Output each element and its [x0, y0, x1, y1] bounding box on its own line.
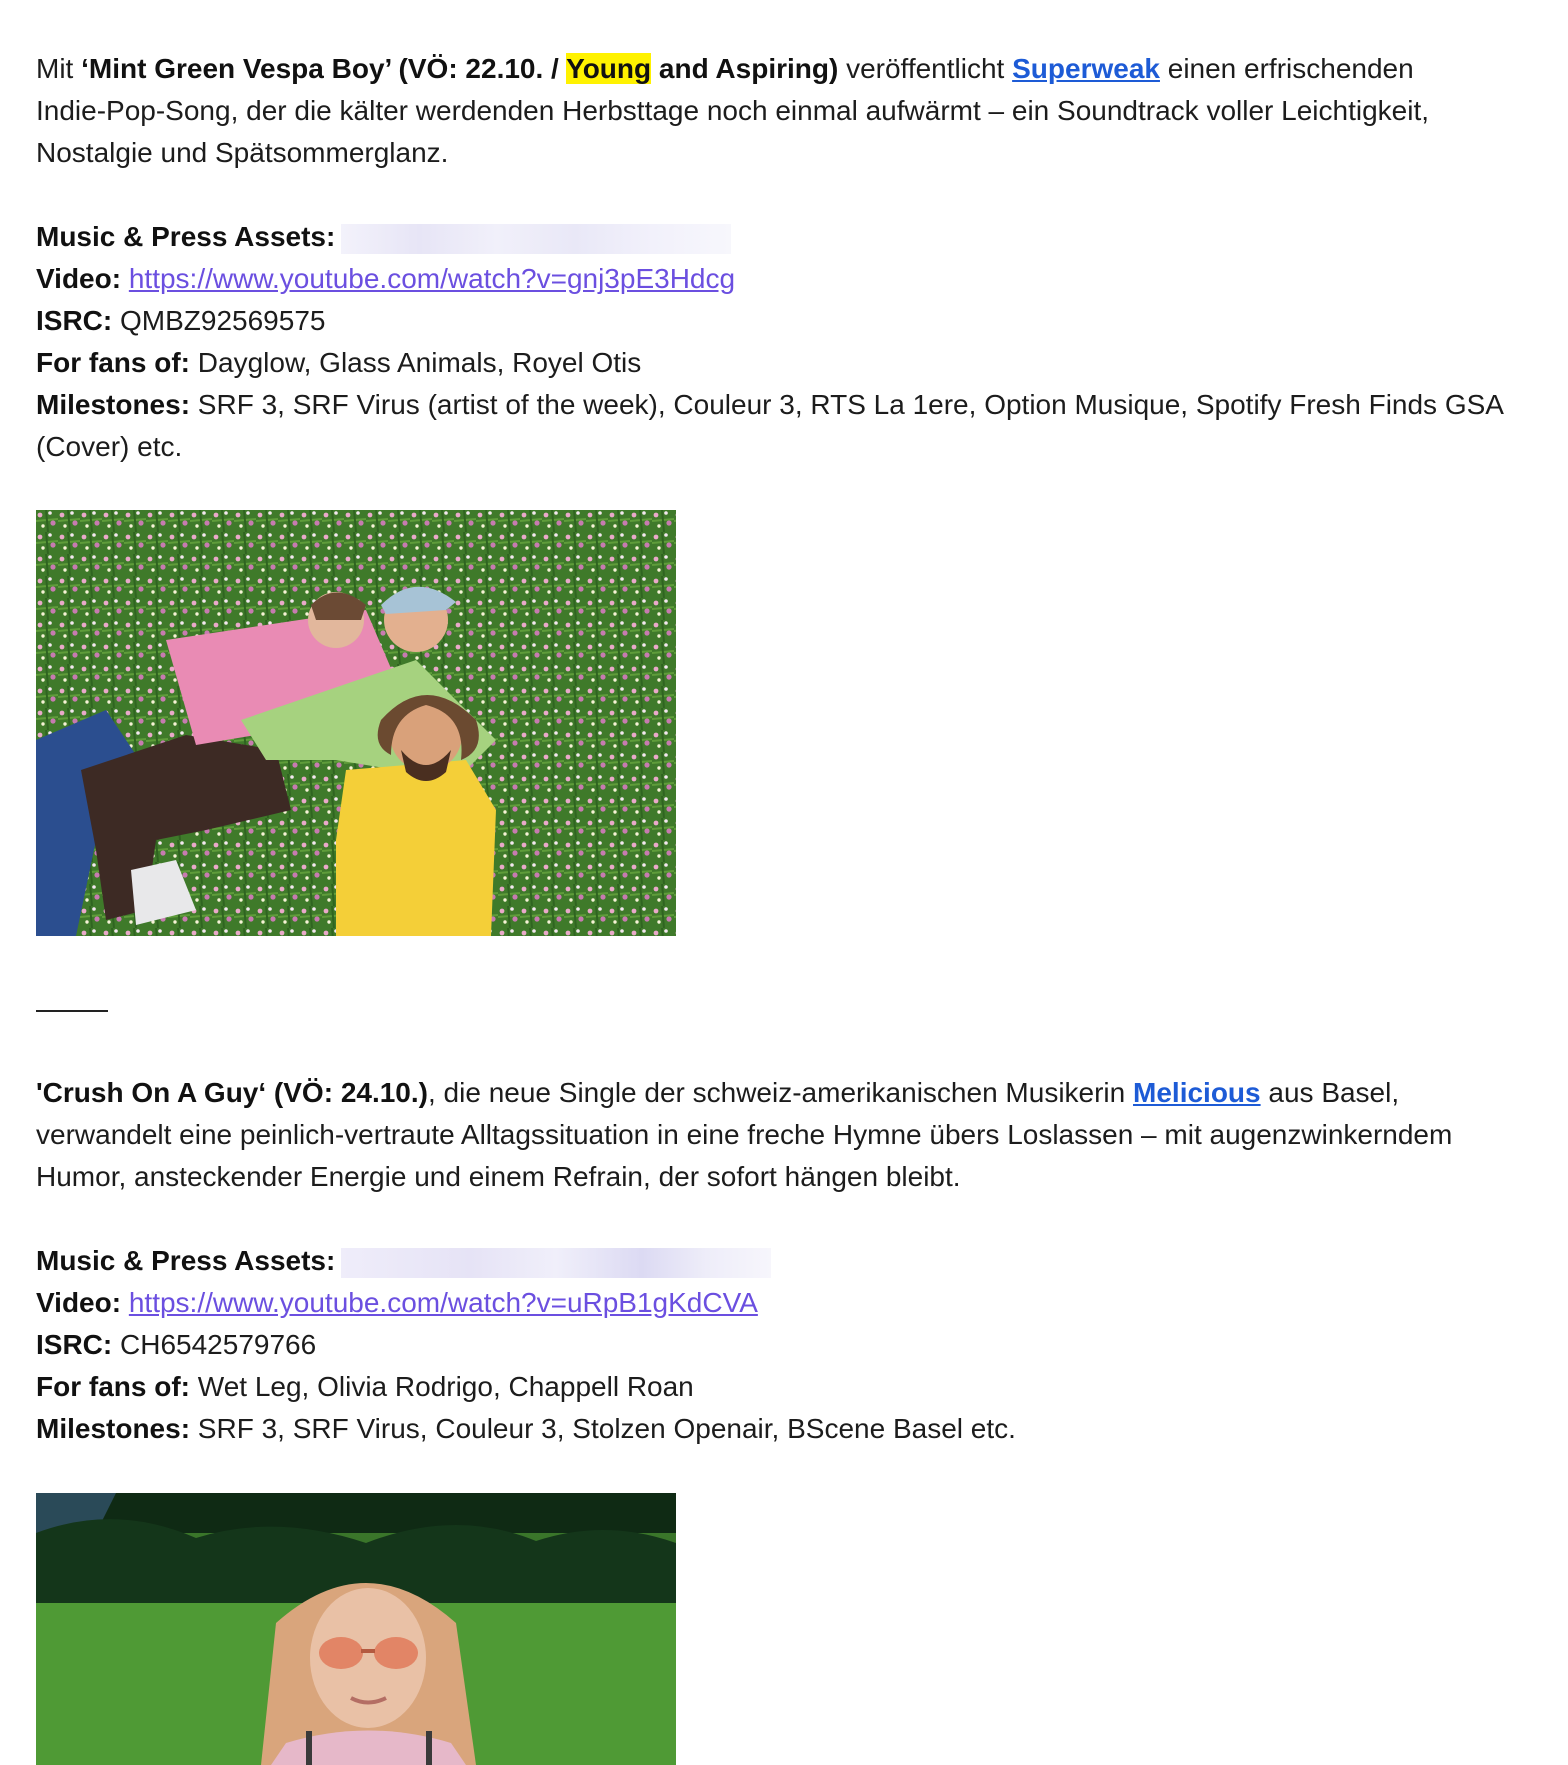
release-1-assets-row: Music & Press Assets: — [36, 216, 1536, 258]
release-2-intro — [36, 1072, 1536, 1198]
band-photo-superweak — [36, 510, 676, 936]
release-2-video-row: Video: https://www.youtube.com/watch?v=uRpB1gKdCVA — [36, 1287, 758, 1318]
highlighted-text: Young — [566, 53, 652, 84]
release-1-title: ‘Mint Green Vespa Boy’ (VÖ: 22.10. / Young and Aspiring) — [81, 53, 839, 84]
artist-photo-melicious — [36, 1493, 676, 1765]
release-1-intro-line-3: Nostalgie und Spätsommerglanz. — [36, 137, 449, 168]
redacted-assets-link — [341, 1248, 771, 1278]
artist-link-melicious[interactable]: Melicious — [1133, 1077, 1261, 1108]
release-1-video-link[interactable]: https://www.youtube.com/watch?v=gnj3pE3Hdcg — [128, 263, 736, 294]
release-2-video-link[interactable]: https://www.youtube.com/watch?v=uRpB1gKdCVA — [128, 1287, 758, 1318]
release-2-details — [36, 1240, 1536, 1450]
release-1-intro-line-1: Mit ‘Mint Green Vespa Boy’ (VÖ: 22.10. / Young and Aspiring) veröffentlicht Superweak einen erfrischenden — [36, 53, 1414, 84]
release-1-details — [36, 216, 1536, 468]
release-1-intro — [36, 48, 1536, 174]
release-1-fans-row: For fans of: Dayglow, Glass Animals, Royel Otis — [36, 347, 642, 378]
release-1-milestones-row: Milestones: SRF 3, SRF Virus (artist of the week), Couleur 3, RTS La 1ere, Option Musique, Spotify Fresh Finds GSA — [36, 389, 1504, 420]
release-2-intro-line-3: Humor, ansteckender Energie und einem Refrain, der sofort hängen bleibt. — [36, 1161, 961, 1192]
release-2-title: 'Crush On A Guy‘ (VÖ: 24.10.) — [36, 1077, 428, 1108]
section-divider — [36, 1010, 108, 1012]
release-2-isrc-row: ISRC: CH6542579766 — [36, 1329, 317, 1360]
release-2-intro-line-1: 'Crush On A Guy‘ (VÖ: 24.10.), die neue Single der schweiz-amerikanischen Musikerin Melicious aus Basel, — [36, 1077, 1400, 1108]
redacted-assets-link — [341, 224, 731, 254]
artist-link-superweak[interactable]: Superweak — [1012, 53, 1160, 84]
release-2-milestones-row: Milestones: SRF 3, SRF Virus, Couleur 3, Stolzen Openair, BScene Basel etc. — [36, 1413, 1016, 1444]
release-1-milestones-row-2: (Cover) etc. — [36, 431, 183, 462]
release-2-fans-row: For fans of: Wet Leg, Olivia Rodrigo, Chappell Roan — [36, 1371, 694, 1402]
release-1-video-row: Video: https://www.youtube.com/watch?v=gnj3pE3Hdcg — [36, 263, 736, 294]
release-1-isrc-row: ISRC: QMBZ92569575 — [36, 305, 326, 336]
release-1-intro-line-2: Indie-Pop-Song, der die kälter werdenden Herbsttage noch einmal aufwärmt – ein Soundtrack voller Leichtigkeit, — [36, 95, 1429, 126]
release-2-intro-line-2: verwandelt eine peinlich-vertraute Alltagssituation in eine freche Hymne übers Loslassen – mit augenzwinkerndem — [36, 1119, 1453, 1150]
release-2-assets-row: Music & Press Assets: — [36, 1240, 1536, 1282]
